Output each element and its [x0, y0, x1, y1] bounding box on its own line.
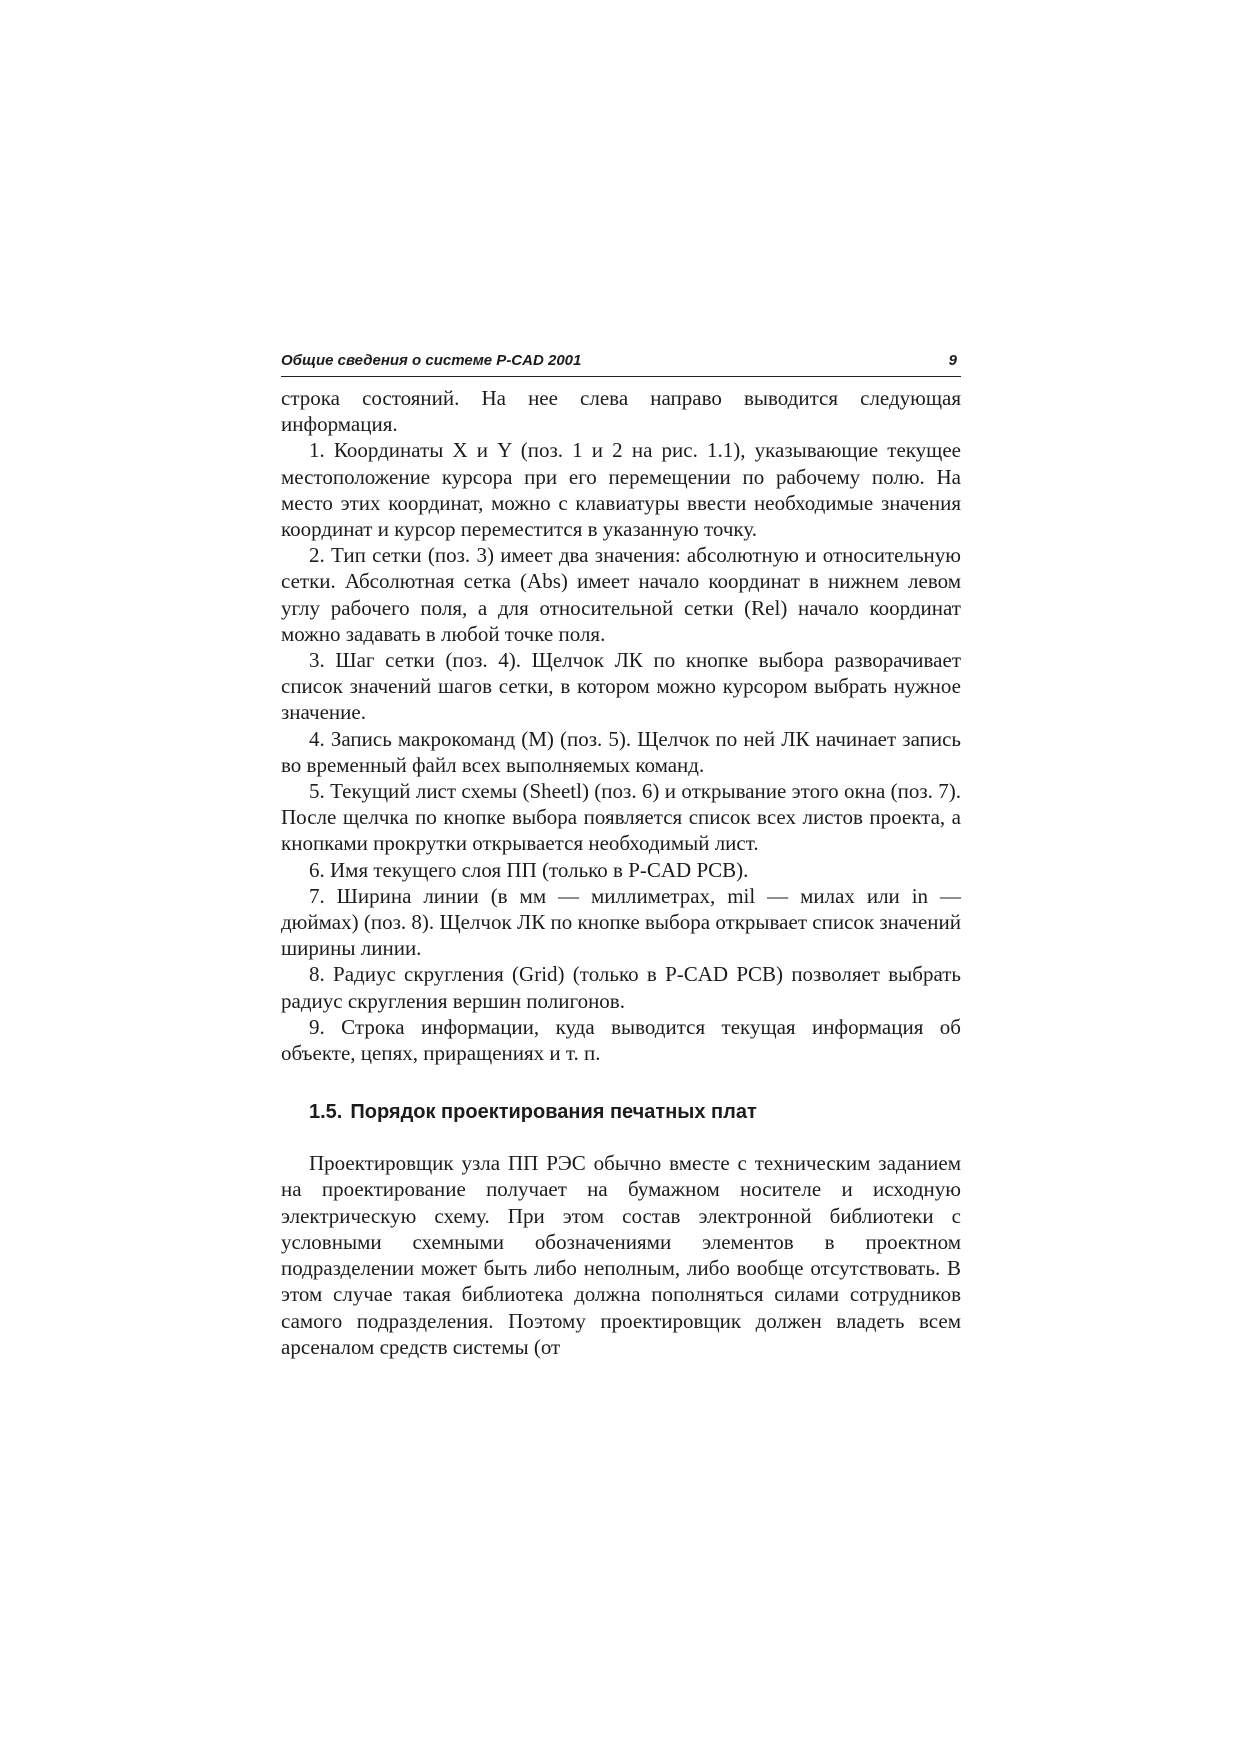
- section-body-text: [281, 1150, 961, 1360]
- list-item: 8. Радиус скругления (Grid) (только в P-CAD PCB) позволяет выбрать радиус скругления вершин полигонов.: [281, 962, 961, 1013]
- list-item: 7. Ширина линии (в мм — миллиметрах, mil — милах или in — дюймах) (поз. 8). Щелчок ЛК по кнопке выбора открывает список значений ширины линии.: [281, 883, 961, 961]
- list-item: 5. Текущий лист схемы (Sheetl) (поз. 6) и открывание этого окна (поз. 7). После щелчка по кнопке выбора появляется список всех листов проекта, а кнопками прокрутки открывается необходимый лист.: [281, 779, 961, 856]
- body-text: [281, 385, 961, 1066]
- page-number: 9: [948, 352, 957, 369]
- paragraph: строка состояний. На нее слева направо выводится следующая информация.: [281, 386, 961, 437]
- running-head: [281, 350, 961, 377]
- paragraph: Проектировщик узла ПП РЭС обычно вместе с техническим заданием на проектирование получает на бумажном носителе и исходную электрическую схему. При этом состав электронной библиотеки с условными схемными обозначениями элементов в проектном подразделении может быть либо неполным, либо вообще отсутствовать. В этом случае такая библиотека должна пополняться силами сотрудников самого подразделения. Поэтому проектировщик должен владеть всем арсеналом средств системы (от: [281, 1151, 961, 1359]
- list-item: 2. Тип сетки (поз. 3) имеет два значения: абсолютную и относительную сетки. Абсолютная сетка (Abs) имеет начало координат в нижнем левом углу рабочего поля, а для относительной сетки (Rel) начало координат можно задавать в любой точке поля.: [281, 543, 961, 646]
- list-item: 9. Строка информации, куда выводится текущая информация об объекте, цепях, приращениях и т. п.: [281, 1014, 961, 1066]
- book-page: [281, 350, 961, 1360]
- list-item: 4. Запись макрокоманд (M) (поз. 5). Щелчок по ней ЛК начинает запись во временный файл всех выполняемых команд.: [281, 726, 961, 777]
- running-head-title: Общие сведения о системе P-CAD 2001: [281, 352, 582, 369]
- section-title: Порядок проектирования печатных плат: [350, 1101, 757, 1124]
- section-heading: [309, 1100, 961, 1124]
- section-number: 1.5.: [309, 1101, 343, 1124]
- list-item: 3. Шаг сетки (поз. 4). Щелчок ЛК по кнопке выбора разворачивает список значений шагов сетки, в котором можно курсором выбрать нужное значение.: [281, 648, 961, 725]
- list-item: 6. Имя текущего слоя ПП (только в P-CAD PCB).: [309, 857, 749, 882]
- list-item: 1. Координаты X и Y (поз. 1 и 2 на рис. 1.1), указывающие текущее местоположение курсора при его перемещении по рабочему полю. На место этих координат, можно с клавиатуры ввести необходимые значения координат и курсор переместится в указанную точку.: [281, 438, 961, 542]
